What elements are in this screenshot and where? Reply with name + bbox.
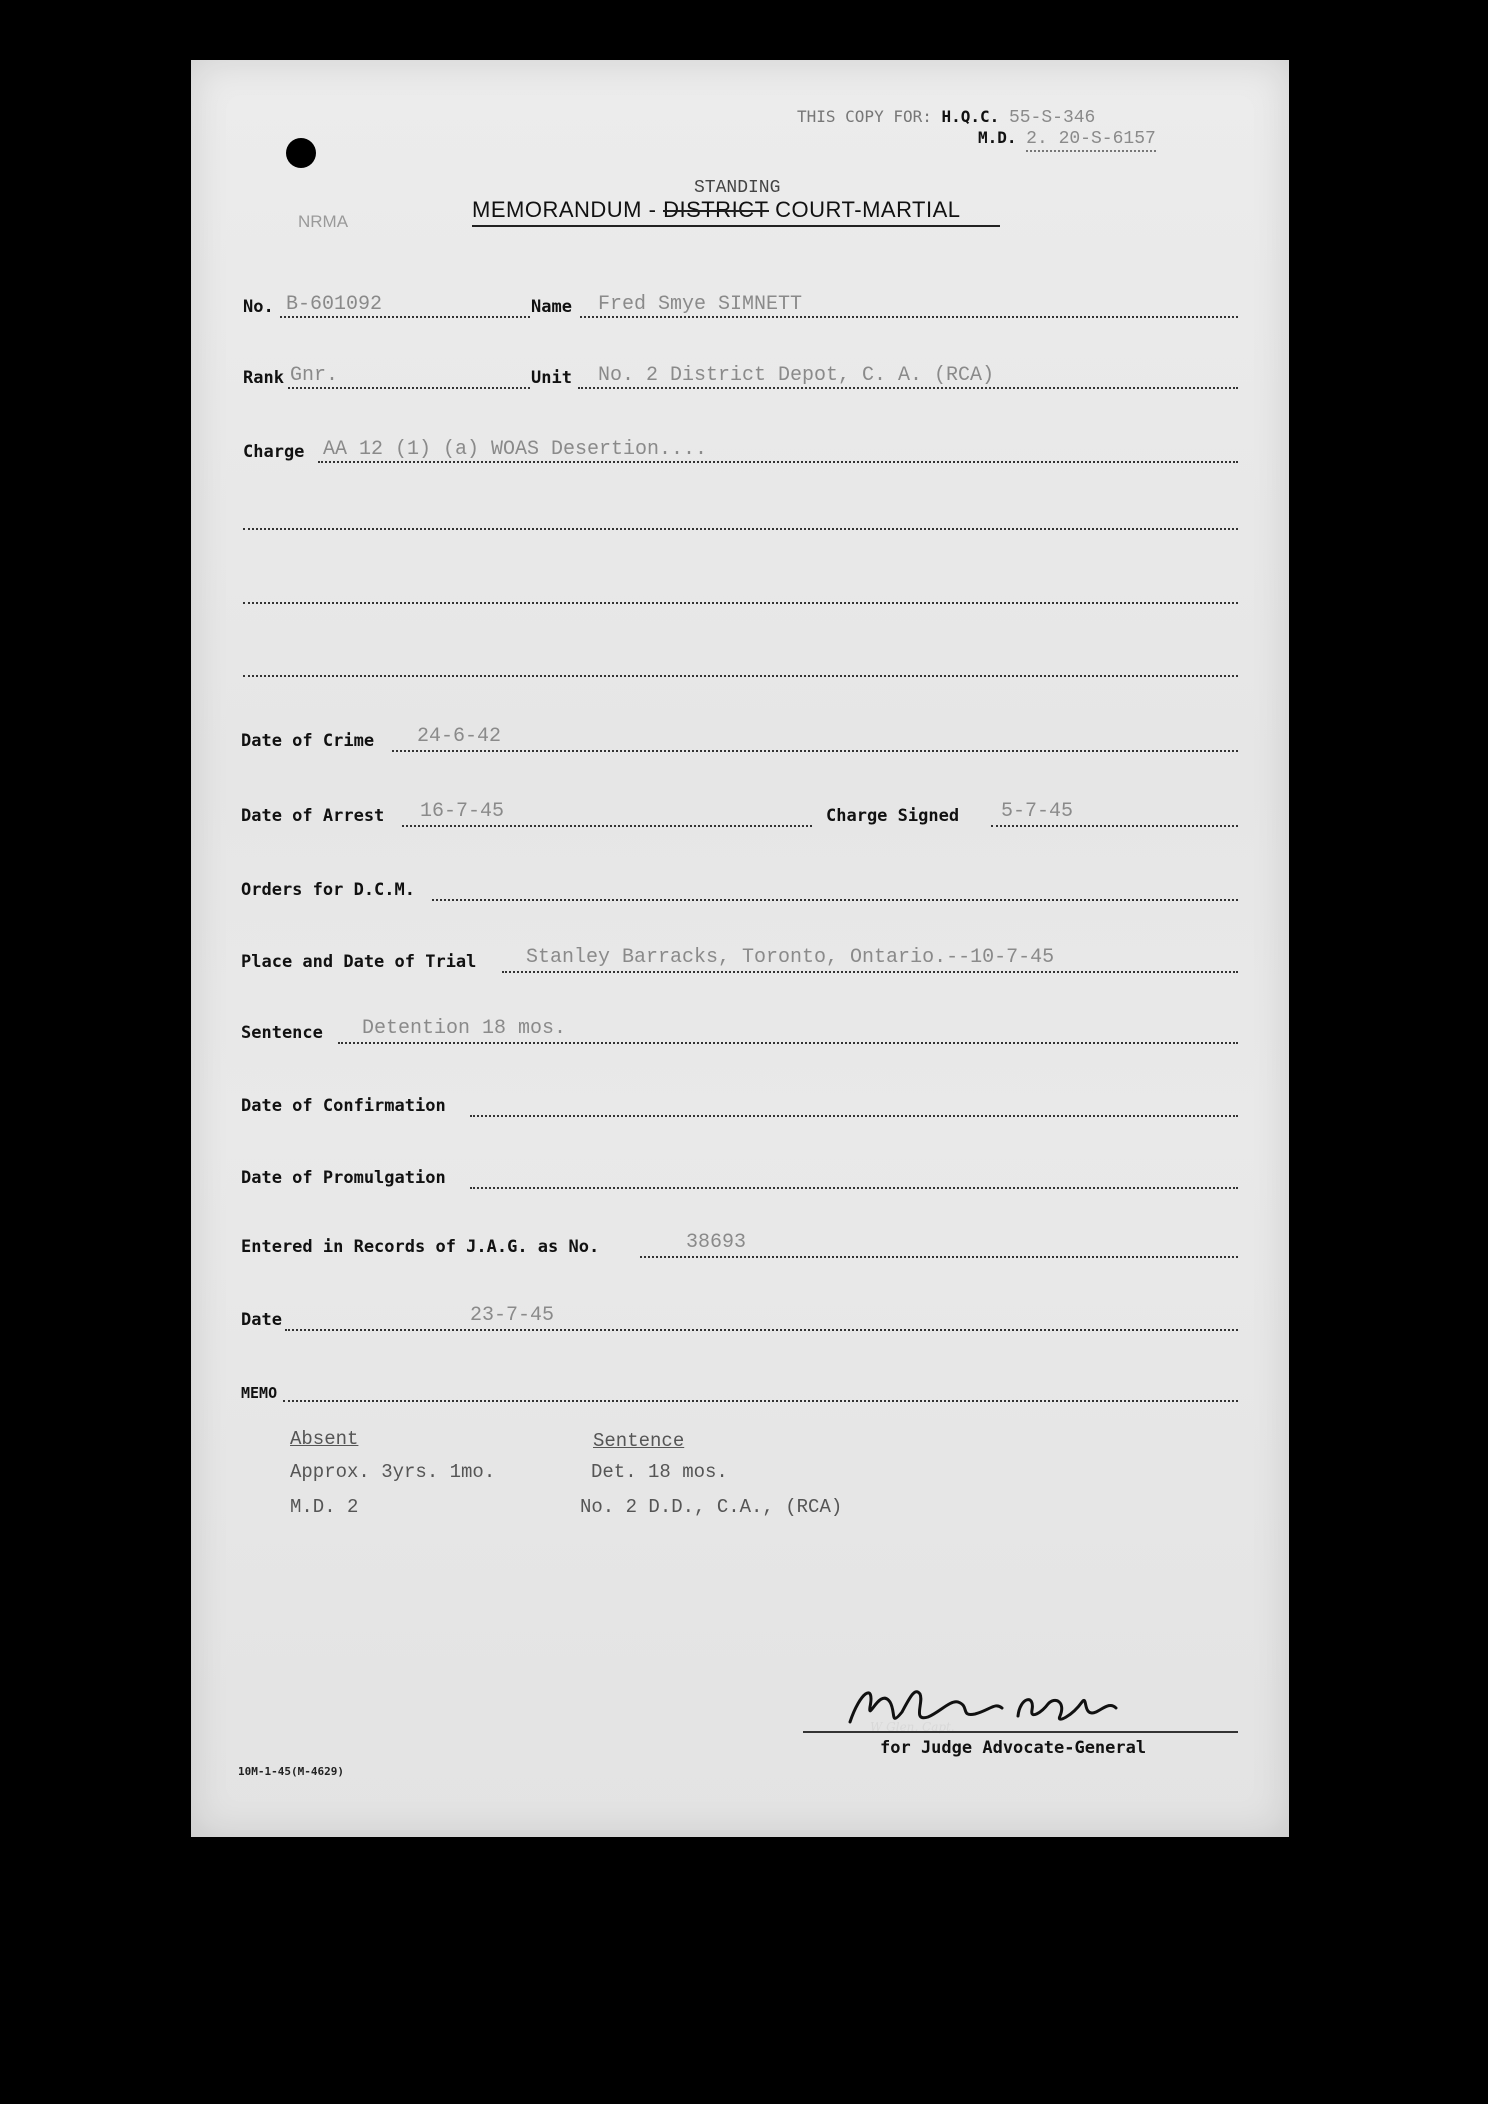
hqc-label: H.Q.C. (941, 107, 1000, 126)
rank-line (288, 387, 530, 389)
charge-label: Charge (243, 442, 305, 462)
signature-text: W Glen, Capt. (870, 1720, 955, 1734)
entered-label: Entered in Records of J.A.G. as No. (241, 1237, 600, 1257)
page-title (472, 197, 961, 223)
title-inserted-word: STANDING (694, 178, 781, 198)
title-prefix: MEMORANDUM - (472, 197, 657, 222)
copy-for-line (797, 107, 1095, 128)
md-label: M.D. (978, 128, 1017, 147)
memo-absent-line-1: Approx. 3yrs. 1mo. (290, 1461, 496, 1483)
hqc-value: 55-S-346 (1008, 108, 1096, 128)
memo-label: MEMO (241, 1384, 278, 1402)
sentence-label: Sentence (241, 1023, 323, 1043)
unit-label: Unit (531, 368, 572, 388)
name-label: Name (531, 297, 572, 317)
trial-value: Stanley Barracks, Toronto, Ontario.--10-7-45 (526, 946, 1055, 969)
date-of-arrest-label: Date of Arrest (241, 806, 385, 826)
charge-signed-label: Charge Signed (826, 806, 960, 826)
entered-line (640, 1256, 1238, 1258)
memo-sentence-header: Sentence (593, 1430, 685, 1452)
title-suffix: COURT-MARTIAL (775, 197, 961, 222)
title-struck-word: DISTRICT (663, 197, 769, 222)
date-of-crime-label: Date of Crime (241, 731, 375, 751)
charge-line-4 (243, 675, 1238, 677)
date-of-arrest-line (402, 825, 812, 827)
name-line (580, 316, 1238, 318)
orders-label: Orders for D.C.M. (241, 880, 415, 900)
nrma-stamp: NRMA (298, 212, 349, 231)
memo-absent-line-2: M.D. 2 (290, 1496, 359, 1518)
date-label: Date (241, 1310, 282, 1330)
copy-for-label: THIS COPY FOR: (797, 107, 932, 126)
charge-value: AA 12 (1) (a) WOAS Desertion.... (323, 438, 708, 461)
unit-line (578, 387, 1238, 389)
date-of-crime-value: 24-6-42 (417, 725, 502, 748)
form-code: 10M-1-45(M-4629) (238, 1765, 344, 1778)
no-label: No. (243, 297, 274, 317)
memo-absent-header: Absent (290, 1428, 359, 1450)
punch-hole (286, 138, 316, 168)
date-of-crime-line (392, 750, 1238, 752)
charge-line-3 (243, 602, 1238, 604)
trial-line (502, 971, 1238, 973)
memo-line (283, 1400, 1238, 1402)
sentence-line (338, 1042, 1238, 1044)
signature-line (803, 1731, 1238, 1733)
charge-signed-value: 5-7-45 (1001, 800, 1074, 823)
md-line (978, 128, 1156, 149)
charge-signed-line (991, 825, 1238, 827)
unit-value: No. 2 District Depot, C. A. (RCA) (598, 364, 995, 387)
date-value: 23-7-45 (470, 1304, 555, 1327)
rank-label: Rank (243, 368, 284, 388)
memo-sentence-line-1: Det. 18 mos. (591, 1461, 728, 1483)
date-line (285, 1329, 1238, 1331)
orders-line (432, 899, 1238, 901)
no-line (280, 316, 530, 318)
memo-sentence-line-2: No. 2 D.D., C.A., (RCA) (580, 1496, 843, 1518)
trial-label: Place and Date of Trial (241, 952, 477, 972)
charge-line-1 (318, 461, 1238, 463)
promulgation-line (470, 1187, 1238, 1189)
entered-value: 38693 (686, 1231, 747, 1254)
title-underline (472, 225, 1000, 227)
name-value: Fred Smye SIMNETT (598, 293, 803, 316)
rank-value: Gnr. (290, 364, 339, 387)
confirmation-line (470, 1115, 1238, 1117)
charge-line-2 (243, 528, 1238, 530)
md-value: 2. 20-S-6157 (1026, 129, 1156, 152)
date-of-arrest-value: 16-7-45 (420, 800, 505, 823)
signature-caption: for Judge Advocate-General (880, 1738, 1147, 1758)
confirmation-label: Date of Confirmation (241, 1096, 446, 1116)
sentence-value: Detention 18 mos. (362, 1017, 567, 1040)
promulgation-label: Date of Promulgation (241, 1168, 446, 1188)
no-value: B-601092 (286, 293, 383, 316)
